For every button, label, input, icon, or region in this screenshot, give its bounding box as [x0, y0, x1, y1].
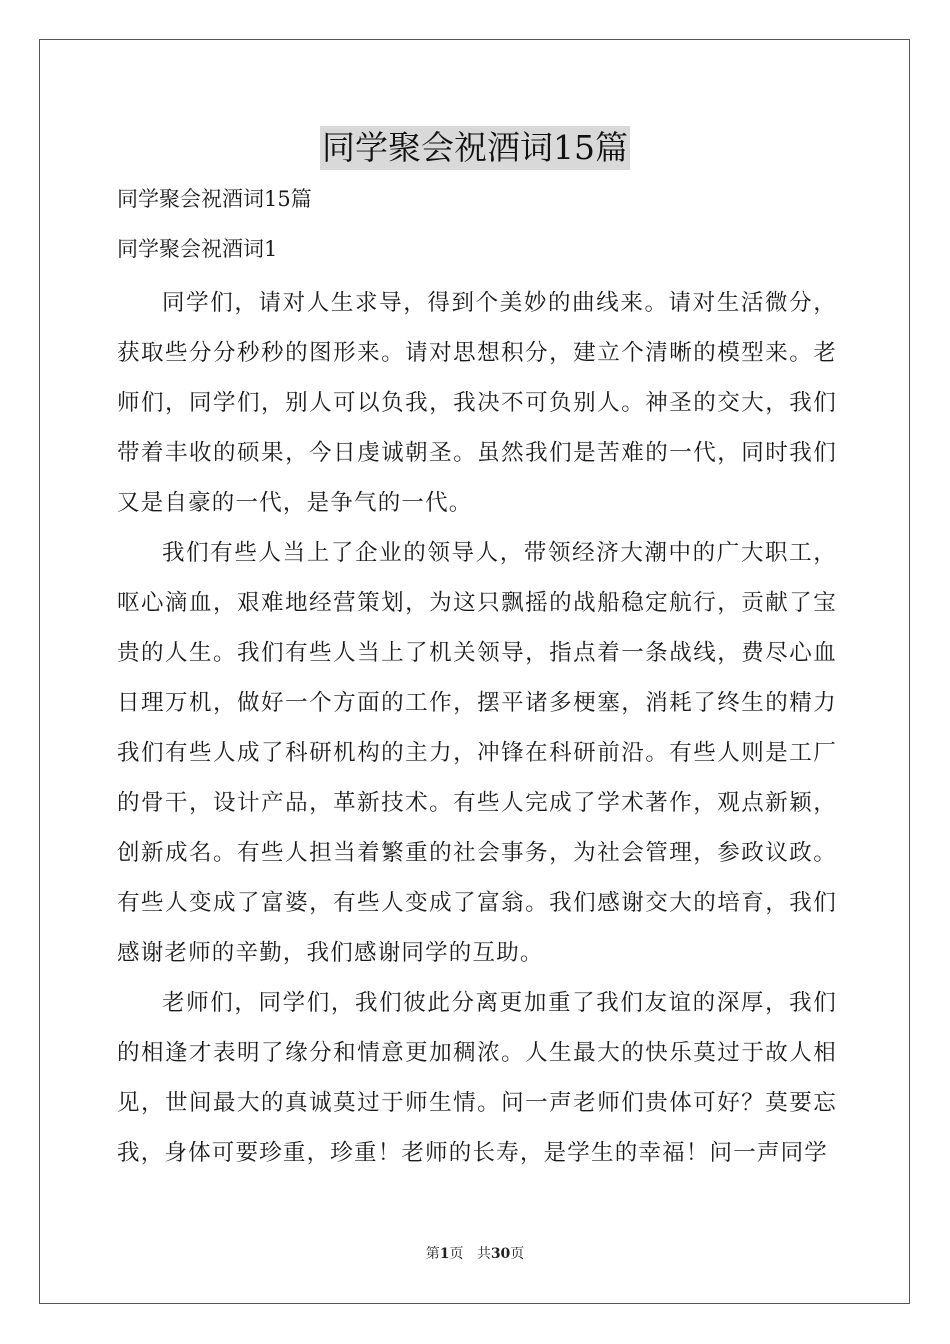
total-prefix: 共: [476, 1246, 491, 1262]
paragraph: 老师们，同学们，我们彼此分离更加重了我们友谊的深厚，我们的相逢才表明了缘分和情意更加稠浓。人生最大的快乐莫过于故人相见，世间最大的真诚莫过于师生情。问一声老师们贵体可好？莫要忘我，身体可要珍重，珍重！老师的长寿，是学生的幸福！问一声同学: [117, 990, 837, 1166]
page-footer: [0, 1244, 950, 1264]
document-body: [117, 278, 837, 1178]
total-suffix: 页: [510, 1246, 525, 1262]
page-suffix: 页: [449, 1246, 464, 1262]
paragraph: 我们有些人当上了企业的领导人，带领经济大潮中的广大职工，呕心滴血，艰难地经营策划，为这只飘摇的战船稳定航行，贡献了宝贵的人生。我们有些人当上了机关领导，指点着一条战线，费尽心血日理万机，做好一个方面的工作，摆平诸多梗塞，消耗了终生的精力我们有些人成了科研机构的主力，冲锋在科研前沿。有些人则是工厂的骨干，设计产品，革新技术。有些人完成了学术著作，观点新颖，创新成名。有些人担当着繁重的社会事务，为社会管理，参政议政。有些人变成了富婆，有些人变成了富翁。我们感谢交大的培育，我们感谢老师的辛勤，我们感谢同学的互助。: [117, 540, 837, 966]
document-subtitle: 同学聚会祝酒词15篇: [117, 187, 312, 211]
document-title: 同学聚会祝酒词15篇: [320, 126, 630, 170]
paragraph: 同学们，请对人生求导，得到个美妙的曲线来。请对生活微分，获取些分分秒秒的图形来。请对思想积分，建立个清晰的模型来。老师们，同学们，别人可以负我，我决不可负别人。神圣的交大，我们带着丰收的硕果，今日虔诚朝圣。虽然我们是苦难的一代，同时我们又是自豪的一代，是争气的一代。: [117, 290, 837, 516]
total-pages: 30: [490, 1246, 511, 1262]
title-container: [0, 126, 950, 170]
page-number: 1: [439, 1246, 450, 1262]
section-heading: 同学聚会祝酒词1: [117, 237, 278, 261]
page-prefix: 第: [425, 1246, 440, 1262]
